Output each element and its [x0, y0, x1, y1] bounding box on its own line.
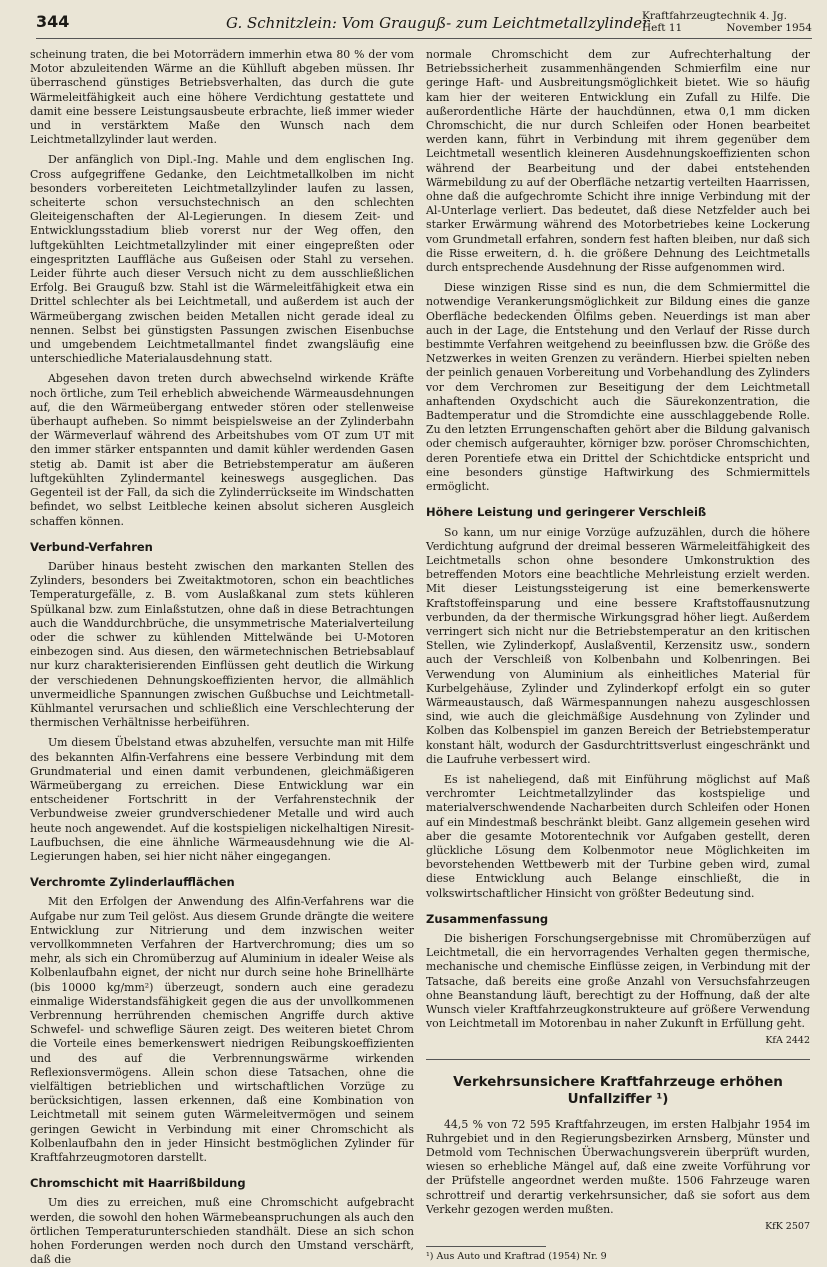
journal-issue: Heft 11 [642, 22, 683, 34]
paragraph: Es ist naheliegend, daß mit Einführung möglichst auf Maß verchromter Leichtmetallzylinder das kostspielige und materialverschwendende Nacharbeiten durch Schleifen oder Honen auf ein Mindestmaß beschränkt bleibt. Ganz allgemein gesehen wird aber die gesamte Motorentechnik vor Aufgaben gestellt, deren glückliche Lösung dem Kolbenmotor neue Möglichkeiten im bevorstehenden Wettbewerb mit der Turbine geben wird, zumal diese Entwicklung auch Belange einschließt, die in volkswirtschaftlicher Hinsicht von größter Bedeutung sind. [426, 772, 810, 900]
reference-code: KfK 2507 [765, 1221, 810, 1233]
running-title: G. Schnitzlein: Vom Grauguß- zum Leichtmetallzylinder [226, 14, 650, 32]
news-title: Verkehrsunsichere Kraftfahrzeuge erhöhen Unfallziffer ¹) [453, 1073, 783, 1107]
paragraph: Um diesem Übelstand etwas abzuhelfen, versuchte man mit Hilfe des bekannten Alfin-Verfahrens eine bessere Verbindung mit dem Grundmaterial und einen damit verbundenen, gleichmäßigeren Wärmeübergang zu erreichen. Diese Entwicklung war ein entscheidener Fortschritt in der Verfahrenstechnik der Verbundweise zweier grundverschiedener Metalle und wird auch heute noch angewendet. Auf die kostspieligen nickelhaltigen Niresit-Laufbuchsen, die eine ähnliche Wärmeausdehnung wie die Al-Legierungen haben, sei hier nicht näher eingegangen. [30, 736, 414, 863]
section-heading-verbund: Verbund-Verfahren [30, 539, 153, 554]
section-heading-chromschicht: Chromschicht mit Haarrißbildung [30, 1176, 246, 1191]
page-number: 344 [36, 12, 70, 31]
journal-info [642, 10, 812, 34]
right-column [426, 48, 810, 1263]
section-heading-zusammenfassung: Zusammenfassung [426, 911, 549, 926]
paragraph: Abgesehen davon treten durch abwechselnd wirkende Kräfte noch örtliche, zum Teil erheblich abweichende Wärmeausdehnungen auf, die den Wärmeübergang entweder stören oder stellenweise überhaupt aufheben. So nimmt beispielsweise an der Zylinderbahn der Wärmeverlauf während des Arbeitshubes vom OT zum UT mit den immer stärker entspannten und damit kühler werdenden Gasen stetig ab. Damit ist aber die Betriebstemperatur am äußeren luftgekühlten Zylindermantel keineswegs ausgeglichen. Das Gegenteil ist der Fall, da sich die Zylinderrückseite im Windschatten befindet, wo selbst Leitbleche keinen absolut sicheren Ausgleich schaffen können. [30, 372, 414, 528]
left-column [30, 48, 414, 1267]
footnote: ¹) Aus Auto und Kraftrad (1954) Nr. 9 [426, 1251, 607, 1263]
footnote-divider [426, 1246, 546, 1247]
paragraph: Der anfänglich von Dipl.-Ing. Mahle und dem englischen Ing. Cross aufgegriffene Gedanke, den Leichtmetallkolben im nicht besonders vorbereiteten Leichtmetallzylinder laufen zu lassen, scheiterte schon versuchstechnisch an den schlechten Gleiteigenschaften der Al-Legierungen. In diesem Zeit- und Entwicklungsstadium blieb vorerst nur der Weg offen, den luftgekühlten Leichtmetallzylinder mit einer eingepreßten oder eingespritzten Lauffläche aus Gußeisen oder Stahl zu versehen. Leider führte auch dieser Versuch nicht zu dem ausschließlichen Erfolg. Bei Grauguß bzw. Stahl ist die Wärmeleitfähigkeit etwa ein Drittel schlechter als bei Leichtmetall, und außerdem ist auch der Wärmeübergang zwischen beiden Metallen nicht gerade ideal zu nennen. Selbst bei günstigsten Passungen zwischen Eisenbuchse und umgebendem Leichtmetallmantel findet zwangsläufig eine unterschiedliche Materialausdehnung statt. [30, 153, 414, 366]
section-heading-leistung: Höhere Leistung und geringerer Verschleiß [426, 505, 707, 520]
divider [426, 1059, 810, 1060]
section-heading-verchromte: Verchromte Zylinderlaufflächen [30, 875, 235, 890]
paragraph: scheinung traten, die bei Motorrädern immerhin etwa 80 % der vom Motor abzuleitenden Wärme an die Kühlluft abgeben müssen. Ihr überraschend günstiges Betriebsverhalten, das durch die gute Wärmeleitfähigkeit auch eine höhere Verdichtung gestattete und damit eine bessere Leistungsausbeute erbrachte, ließ immer wieder und in verstärktem Maße den Wunsch nach dem Leichtmetallzylinder laut werden. [30, 48, 414, 147]
paragraph: Mit den Erfolgen der Anwendung des Alfin-Verfahrens war die Aufgabe nur zum Teil gelöst. Aus diesem Grunde drängte die weitere Entwicklung zur Nitrierung und dem inzwischen weiter vervollkommneten Verfahren der Hartverchromung; dies um so mehr, als sich ein Chromüberzug auf Aluminium in idealer Weise als Kolbenlaufbahn eignet, der nicht nur durch seine hohe Brinellhärte (bis 10000 kg/mm²) überzeugt, sondern auch eine geradezu einmalige Widerstandsfähigkeit gegen die aus der unvollkommenen Verbrennung herrührenden chemischen Angriffe durch aktive Schwefel- und schweflige Säuren zeigt. Des weiteren bietet Chrom die Vorteile eines bemerkenswert niedrigen Reibungskoeffizienten und des auf die Verbrennungswärme wirkenden Reflexionsvermögens. Allein schon diese Tatsachen, ohne die vielfältigen betrieblichen und wirtschaftlichen Vorzüge zu berücksichtigen, lassen erkennen, daß eine Kombination von Leichtmetall mit seinem guten Wärmeleitvermögen und seinem geringen Gewicht in Verbindung mit einer Chromschicht als Kolbenlaufbahn den in jeder Hinsicht bestmöglichen Zylinder für Kraftfahrzeugmotoren darstellt. [30, 895, 414, 1165]
journal-date: November 1954 [726, 22, 812, 34]
journal-issue-line [642, 22, 812, 34]
paragraph: Diese winzigen Risse sind es nun, die dem Schmiermittel die notwendige Verankerungsmöglichkeit zur Bildung eines die ganze Oberfläche bedeckenden Ölfilms geben. Neuerdings ist man aber auch in der Lage, die Entstehung und den Verlauf der Risse durch bestimmte Verfahren weitgehend zu beeinflussen bzw. die Größe des Netzwerkes in weiten Grenzen zu verändern. Hierbei spielten neben der peinlich genauen Vorbereitung und Vorbehandlung des Zylinders vor dem Verchromen zur Beseitigung der dem Leichtmetall anhaftenden Oxydschicht auch die Säurekonzentration, die Badtemperatur und die Stromdichte eine ausschlaggebende Rolle. Zu den letzten Errungenschaften gehört aber die Bildung galvanisch oder chemisch aufgerauhter, körniger bzw. poröser Chromschichten, deren Porentiefe etwa ein Drittel der Schichtdicke entspricht und eine besonders günstige Haftwirkung des Schmiermittels ermöglicht. [426, 281, 810, 494]
paragraph: Um dies zu erreichen, muß eine Chromschicht aufgebracht werden, die sowohl den hohen Wärmebeanspruchungen als auch den örtlichen Temperaturunterschieden standhält. Diese an sich schon hohen Forderungen werden noch durch den Umstand verschärft, daß die [30, 1196, 414, 1267]
paragraph: normale Chromschicht dem zur Aufrechterhaltung der Betriebssicherheit zusammenhängenden Schmierfilm eine nur geringe Haft- und Ausbreitungsmöglichkeit bietet. Wie so häufig kam hier der weiteren Entwicklung ein Zufall zu Hilfe. Die außerordentliche Härte der hauchdünnen, etwa 0,1 mm dicken Chromschicht, die nur durch Schleifen oder Honen bearbeitet werden kann, führt in Verbindung mit ihrem gegenüber dem Leichtmetall wesentlich kleineren Ausdehnungskoeffizienten schon während der Bearbeitung und der dabei entstehenden Wärmebildung zu auf der Oberfläche netzartig verteilten Haarrissen, ohne daß die aufgechromte Schicht ihre innige Verbindung mit der Al-Unterlage verliert. Das bedeutet, daß diese Netzfelder auch bei starker Erwärmung während des Motorbetriebes keine Lockerung vom Grundmetall erfahren, sondern fest haften bleiben, nur daß sich die Risse erweitern, d. h. die größere Dehnung des Leichtmetalls durch entsprechende Ausdehnung der Risse aufgenommen wird. [426, 48, 810, 275]
reference-code: KfA 2442 [765, 1035, 810, 1047]
page-header [36, 8, 812, 39]
paragraph: 44,5 % von 72 595 Kraftfahrzeugen, im ersten Halbjahr 1954 im Ruhrgebiet und in den Regierungsbezirken Arnsberg, Münster und Detmold vom Technischen Überwachungsverein überprüft wurden, wiesen so erhebliche Mängel auf, daß eine zweite Vorführung vor der Prüfstelle angeordnet werden mußte. 1506 Fahrzeuge waren schrottreif und derartig verkehrsunsicher, daß sie sofort aus dem Verkehr gezogen werden mußten. [426, 1117, 810, 1216]
paragraph: Darüber hinaus besteht zwischen den markanten Stellen des Zylinders, besonders bei Zweitaktmotoren, schon ein beachtliches Temperaturgefälle, z. B. vom Auslaßkanal zum stets kühleren Spülkanal bzw. zum Einlaßstutzen, ohne daß in diese Betrachtungen auch die Wanddurchbrüche, die unsymmetrische Materialverteilung oder die schwer zu kühlenden Mittelwände bei U-Motoren einbezogen sind. Aus diesen, den wärmetechnischen Betriebsablauf nur kurz charakterisierenden Einflüssen geht deutlich die Wirkung der verschiedenen Dehnungskoeffizienten hervor, die allmählich unvermeidliche Spannungen zwischen Gußbuchse und Leichtmetall-Kühlmantel verursachen und schließlich eine Verschlechterung der thermischen Verhältnisse herbeiführen. [30, 559, 414, 730]
journal-name: Kraftfahrzeugtechnik 4. Jg. [642, 10, 787, 22]
paragraph: So kann, um nur einige Vorzüge aufzuzählen, durch die höhere Verdichtung aufgrund der dreimal besseren Wärmeleitfähigkeit des Leichtmetalls schon ohne besondere Umkonstruktion des betreffenden Motors eine beachtliche Mehrleistung erzielt werden. Mit dieser Leistungssteigerung ist eine bemerkenswerte Kraftstoffeinsparung und eine bessere Kraftstoffausnutzung verbunden, da der thermische Wirkungsgrad höher liegt. Außerdem verringert sich nicht nur die Betriebstemperatur an den kritischen Stellen, wie Zylinderkopf, Auslaßventil, Kerzensitz usw., sondern auch der Verschleiß von Kolbenbahn und Kolbenringen. Bei Verwendung von Aluminium als einheitliches Material für Kurbelgehäuse, Zylinder und Zylinderkopf erfolgt ein so guter Wärmeaustausch, daß Wärmespannungen nahezu ausgeschlossen sind, wie auch die gleichmäßige Ausdehnung von Zylinder und Kolben das Kolbenspiel im ganzen Bereich der Betriebstemperatur konstant hält, wodurch der Gasdurchtrittsverlust eingeschränkt und die Laufruhe verbessert wird. [426, 525, 810, 766]
paragraph: Die bisherigen Forschungsergebnisse mit Chromüberzügen auf Leichtmetall, die ein hervorragendes Verhalten gegen thermische, mechanische und chemische Einflüsse zeigen, in Verbindung mit der Tatsache, daß bereits eine große Anzahl von Versuchsfahrzeugen ohne Beanstandung läuft, berechtigt zu der Hoffnung, daß der alte Wunsch vieler Kraftfahrzeugkonstrukteure auf größere Verwendung von Leichtmetall im Motorenbau in naher Zukunft in Erfüllung geht. [426, 931, 810, 1031]
